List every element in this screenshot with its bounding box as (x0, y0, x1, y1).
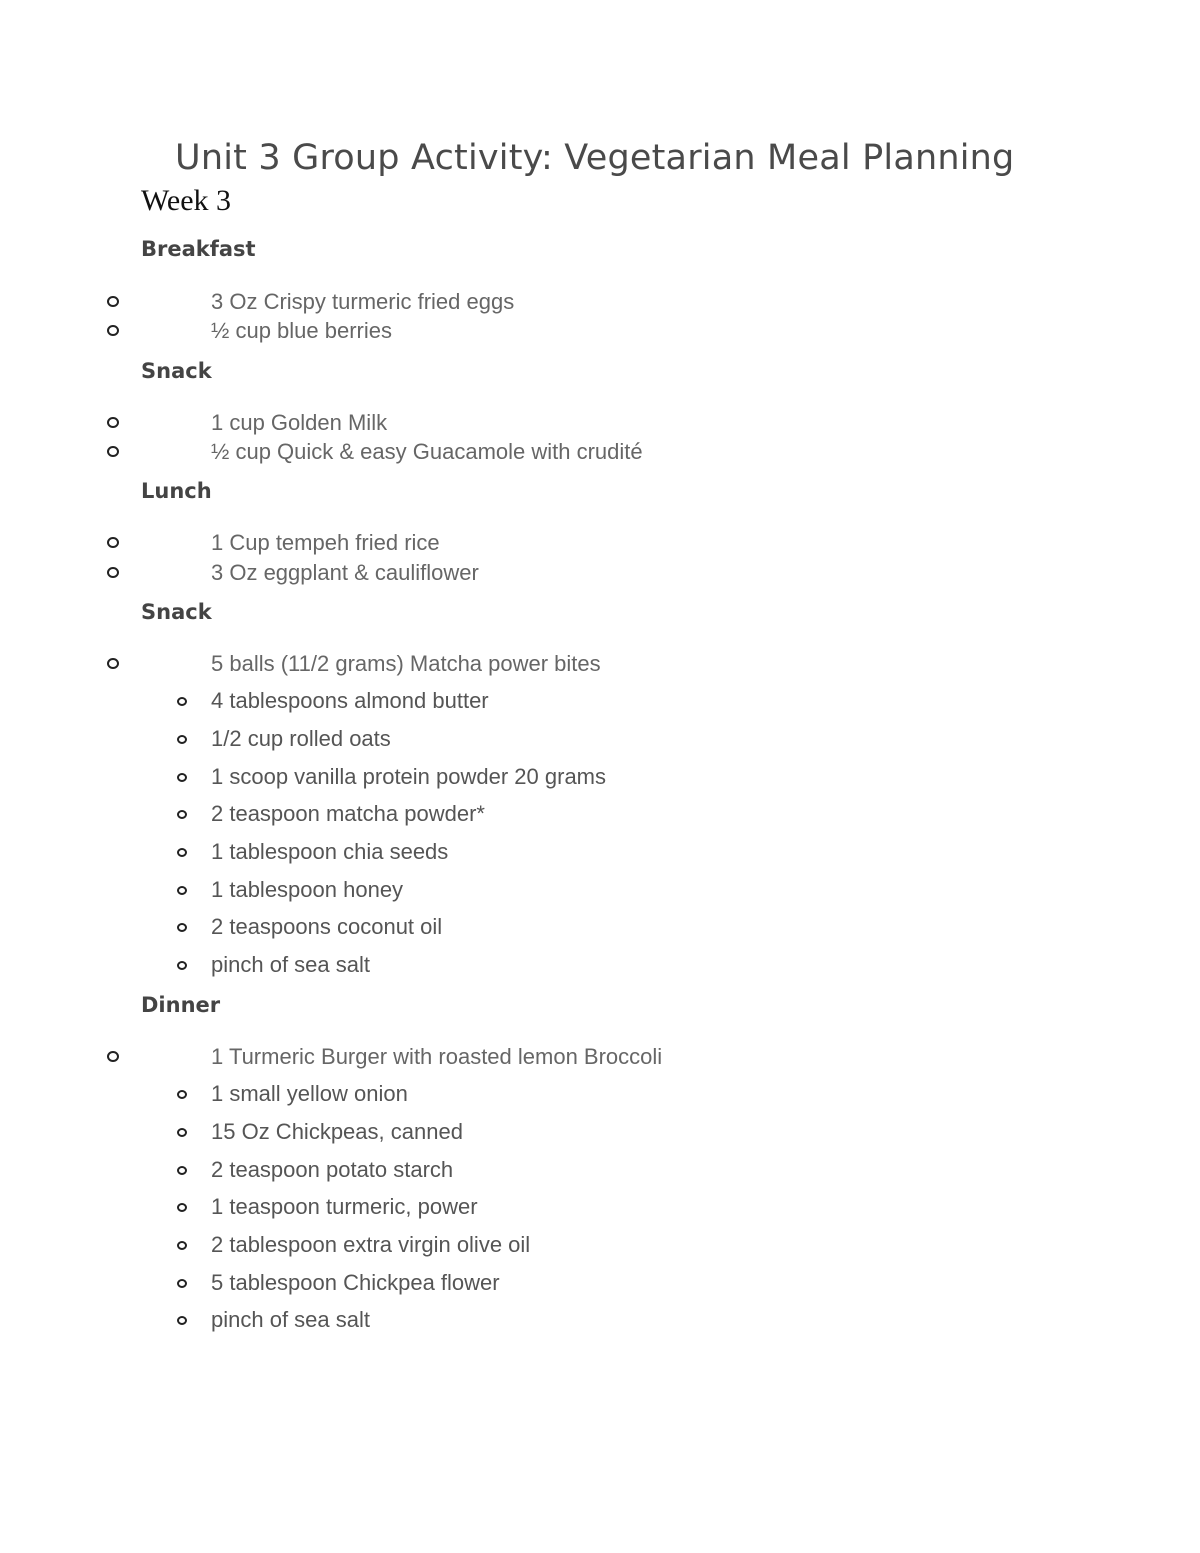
ingredient-text: 5 tablespoon Chickpea flower (211, 1270, 500, 1295)
circle-bullet-icon (177, 1128, 187, 1137)
week-heading: Week 3 (141, 184, 232, 217)
list-item (0, 410, 1200, 440)
sub-list-item (0, 801, 1200, 831)
sub-list-item (0, 688, 1200, 718)
section-heading-breakfast: Breakfast (141, 237, 256, 261)
ingredient-text: 1 small yellow onion (211, 1081, 408, 1106)
ingredient-text: 1 scoop vanilla protein powder 20 grams (211, 764, 607, 789)
circle-bullet-icon (107, 658, 119, 669)
ingredient-text: 2 teaspoons coconut oil (211, 914, 443, 939)
list-item-text: ½ cup Quick & easy Guacamole with crudité (211, 439, 643, 464)
sub-list-item (0, 1157, 1200, 1187)
circle-bullet-icon (177, 1316, 187, 1325)
list-item-text: ½ cup blue berries (211, 318, 392, 343)
sub-list-item (0, 1270, 1200, 1300)
circle-bullet-icon (177, 848, 187, 857)
list-item (0, 1044, 1200, 1074)
list-item-text: 3 Oz eggplant & cauliflower (211, 560, 479, 585)
section-heading-snack: Snack (141, 600, 212, 624)
list-item (0, 560, 1200, 590)
circle-bullet-icon (107, 417, 119, 428)
circle-bullet-icon (107, 446, 119, 457)
sub-list-item (0, 1081, 1200, 1111)
sub-list-item (0, 1232, 1200, 1262)
ingredient-text: pinch of sea salt (211, 952, 370, 977)
ingredient-text: 15 Oz Chickpeas, canned (211, 1119, 463, 1144)
list-item (0, 289, 1200, 319)
circle-bullet-icon (177, 886, 187, 895)
circle-bullet-icon (177, 961, 187, 970)
circle-bullet-icon (177, 697, 187, 706)
circle-bullet-icon (107, 1051, 119, 1062)
sub-list-item (0, 726, 1200, 756)
ingredient-text: 1 tablespoon chia seeds (211, 839, 449, 864)
section-heading-snack: Snack (141, 359, 212, 383)
section-heading-lunch: Lunch (141, 479, 212, 503)
sub-list-item (0, 1307, 1200, 1337)
list-item (0, 530, 1200, 560)
document-title: Unit 3 Group Activity: Vegetarian Meal Planning (175, 138, 1015, 178)
sub-list-item (0, 1194, 1200, 1224)
circle-bullet-icon (177, 923, 187, 932)
circle-bullet-icon (177, 1090, 187, 1099)
circle-bullet-icon (177, 1241, 187, 1250)
circle-bullet-icon (107, 325, 119, 336)
list-item (0, 651, 1200, 681)
sub-list-item (0, 877, 1200, 907)
list-item-text: 5 balls (11/2 grams) Matcha power bites (211, 651, 601, 676)
ingredient-text: 1 teaspoon turmeric, power (211, 1194, 478, 1219)
circle-bullet-icon (107, 567, 119, 578)
ingredient-text: 2 teaspoon potato starch (211, 1157, 454, 1182)
ingredient-text: pinch of sea salt (211, 1307, 370, 1332)
circle-bullet-icon (177, 810, 187, 819)
circle-bullet-icon (177, 1166, 187, 1175)
list-item-text: 3 Oz Crispy turmeric fried eggs (211, 289, 515, 314)
circle-bullet-icon (177, 1203, 187, 1212)
list-item (0, 439, 1200, 469)
ingredient-text: 1 tablespoon honey (211, 877, 404, 902)
circle-bullet-icon (107, 537, 119, 548)
sub-list-item (0, 839, 1200, 869)
sub-list-item (0, 1119, 1200, 1149)
list-item-text: 1 Cup tempeh fried rice (211, 530, 440, 555)
circle-bullet-icon (177, 735, 187, 744)
ingredient-text: 2 teaspoon matcha powder* (211, 801, 485, 826)
list-item (0, 318, 1200, 348)
ingredient-text: 2 tablespoon extra virgin olive oil (211, 1232, 531, 1257)
circle-bullet-icon (177, 773, 187, 782)
section-heading-dinner: Dinner (141, 993, 221, 1017)
list-item-text: 1 cup Golden Milk (211, 410, 388, 435)
circle-bullet-icon (177, 1279, 187, 1288)
circle-bullet-icon (107, 296, 119, 307)
sub-list-item (0, 914, 1200, 944)
sub-list-item (0, 764, 1200, 794)
sub-list-item (0, 952, 1200, 982)
ingredient-text: 4 tablespoons almond butter (211, 688, 489, 713)
list-item-text: 1 Turmeric Burger with roasted lemon Broccoli (211, 1044, 663, 1069)
ingredient-text: 1/2 cup rolled oats (211, 726, 391, 751)
